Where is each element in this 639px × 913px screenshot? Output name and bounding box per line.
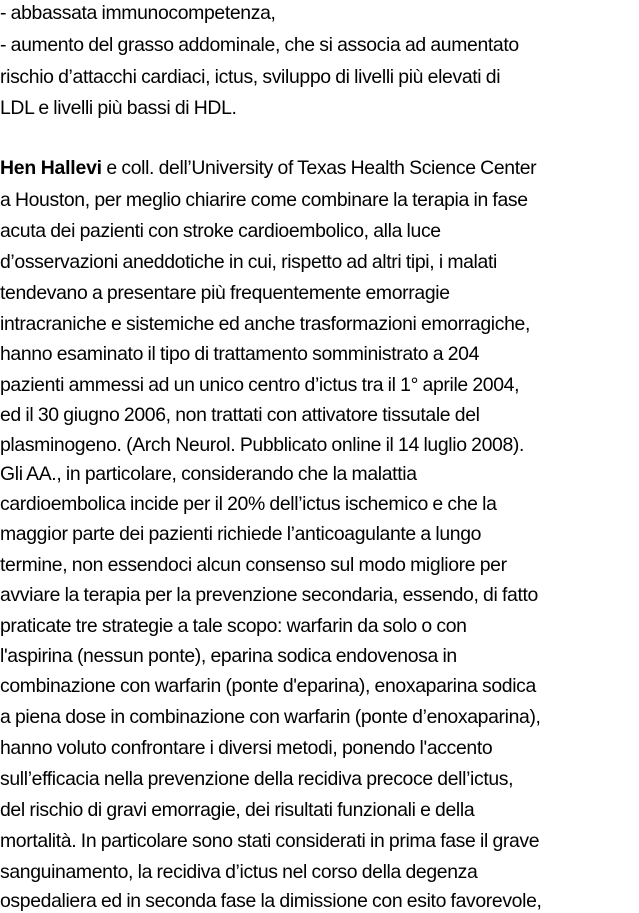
text-line: hanno esaminato il tipo di trattamento somministrato a 204 [0, 343, 480, 365]
text-line: acuta dei pazienti con stroke cardioembolico, alla luce [0, 220, 441, 242]
text-line: hanno voluto confrontare i diversi metodi, ponendo l'accento [0, 737, 493, 759]
text-line: sull’efficacia nella prevenzione della recidiva precoce dell’ictus, [0, 768, 514, 790]
text-line: - abbassata immunocompetenza, [0, 2, 276, 24]
text-line: - aumento del grasso addominale, che si associa ad aumentato [0, 34, 519, 56]
text-line: d’osservazioni aneddotiche in cui, rispetto ad altri tipi, i malati [0, 251, 497, 273]
text-span: e coll. dell’University of Texas Health Science Center [101, 157, 537, 179]
text-line: tendevano a presentare più frequentemente emorragie [0, 282, 450, 304]
text-line: ospedaliera ed in seconda fase la dimissione con esito favorevole, [0, 890, 542, 912]
text-line: plasminogeno. (Arch Neurol. Pubblicato online il 14 luglio 2008). [0, 434, 525, 456]
text-line: a Houston, per meglio chiarire come combinare la terapia in fase [0, 189, 528, 211]
text-line: termine, non essendoci alcun consenso sul modo migliore per [0, 554, 507, 576]
text-line: intracraniche e sistemiche ed anche trasformazioni emorragiche, [0, 313, 530, 335]
text-line: LDL e livelli più bassi di HDL. [0, 97, 237, 119]
author-name: Hen Hallevi [0, 157, 102, 179]
text-line: mortalità. In particolare sono stati considerati in prima fase il grave [0, 830, 540, 852]
text-line: combinazione con warfarin (ponte d'eparina), enoxaparina sodica [0, 675, 536, 697]
text-line: a piena dose in combinazione con warfarin (ponte d’enoxaparina), [0, 706, 541, 728]
text-line: l'aspirina (nessun ponte), eparina sodica endovenosa in [0, 645, 457, 667]
text-line: del rischio di gravi emorragie, dei risultati funzionali e della [0, 799, 475, 821]
paragraph-first-line [0, 153, 536, 183]
text-line: rischio d’attacchi cardiaci, ictus, sviluppo di livelli più elevati di [0, 66, 501, 88]
text-line: cardioembolica incide per il 20% dell’ictus ischemico e che la [0, 493, 497, 515]
text-line: pazienti ammessi ad un unico centro d’ictus tra il 1° aprile 2004, [0, 374, 520, 396]
text-line: maggior parte dei pazienti richiede l’anticoagulante a lungo [0, 523, 482, 545]
text-line: Gli AA., in particolare, considerando che la malattia [0, 463, 417, 485]
text-line: avviare la terapia per la prevenzione secondaria, essendo, di fatto [0, 584, 538, 606]
text-line: sanguinamento, la recidiva d’ictus nel corso della degenza [0, 861, 478, 883]
text-line: praticate tre strategie a tale scopo: warfarin da solo o con [0, 615, 467, 637]
text-line: ed il 30 giugno 2006, non trattati con attivatore tissutale del [0, 404, 480, 426]
